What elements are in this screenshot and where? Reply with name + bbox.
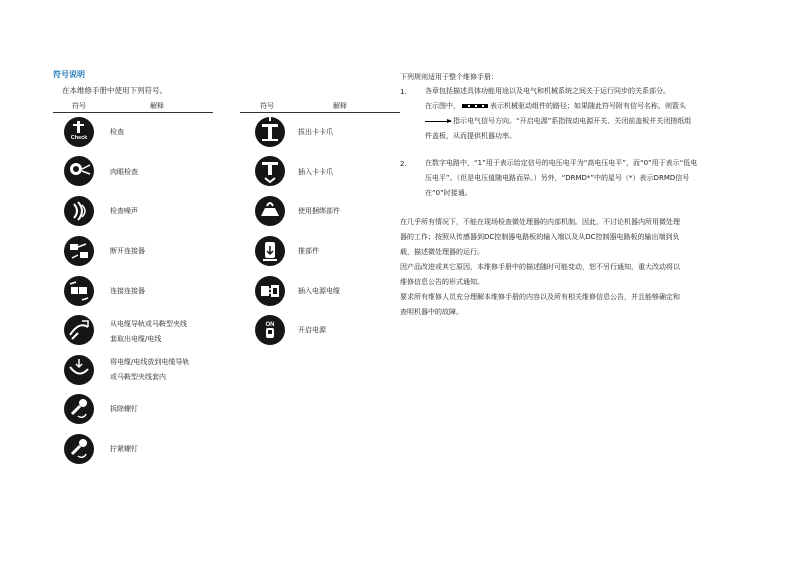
label-disconnect-connector: 断开连接器 [110,247,145,255]
signal-arrow-icon [425,121,451,122]
para-line-7: 查明机器中的故障。 [400,308,463,316]
intro-text: 在本维修手册中使用下列符号。 [62,86,167,95]
tighten-screw-icon [64,434,94,464]
item1-line3 [425,114,691,129]
para-line-5: 维修信息公告的形式通知。 [400,278,484,286]
remove-cable-from-guide-icon [64,315,94,345]
connect-connector-icon [64,276,94,306]
item2-line1: 在数字电路中，“1”用于表示给定信号的电压电平为“高电压电平”，而“0”用于表示“低电 [425,159,698,167]
label-connect-connector: 连接连接器 [110,287,145,295]
label-power-on: 开启电源 [298,326,326,334]
item1-line3-text: 指示电气信号方向。“开启电源”系指按动电源开关、关闭前盖板并关闭搓纸组 [453,117,692,125]
visual-check-icon [64,156,94,186]
noise-check-icon [64,196,94,226]
item1-line2-b: 表示机械驱动组件的路径；如果随此符号附有信号名称，则箭头 [490,102,686,110]
put-cable-into-guide-icon [64,355,94,385]
left-header-meaning: 解释 [150,102,164,110]
item1-line1: 各章包括描述具体功能用途以及电气和机械系统之间关于运行同步的关系部分。 [425,87,670,95]
label-put-cable-into-guide: 将电缆/电线放到电缆导轨 或马鞍型夹线套内 [110,358,190,381]
pull-out-clip-icon [255,117,285,147]
item2-number: 2. [400,160,407,168]
push-part-icon [255,236,285,266]
plug-power-cable-icon [255,276,285,306]
item1-line2 [425,99,686,114]
disconnect-connector-icon [64,236,94,266]
right-header-rule [240,112,400,113]
para-line-4: 因产品改进或其它原因，本维修手册中的描述随时可能变动，恕不另行通知，重大改动将以 [400,263,680,271]
item1-number: 1. [400,88,407,96]
label-push-part: 推部件 [298,247,319,255]
drive-path-symbol-icon [462,104,488,108]
para-line-6: 要求所有维修人员充分理解本维修手册的内容以及所有相关维修信息公告，并且能够确定和 [400,293,680,301]
label-check: 检查 [110,128,124,136]
rules-intro: 下列规则适用于整个维修手册： [400,73,498,81]
remove-screw-icon [64,394,94,424]
label-insert-clip: 插入卡卡爪 [298,168,333,176]
item1-line2-a: 在示图中， [425,102,460,110]
label-remove-screw: 拆除螺钉 [110,405,138,413]
item2-line3: 在“0”时接通。 [425,189,472,197]
check-icon [64,117,94,147]
label-pull-out-clip: 拔出卡卡爪 [298,128,333,136]
power-on-icon [255,315,285,345]
left-header-rule [53,112,213,113]
left-header-symbol: 符号 [72,102,86,110]
right-header-meaning: 解释 [333,102,347,110]
label-noise-check: 检查噪声 [110,207,138,215]
item1-line4: 件盖板，从而提供机器功率。 [425,132,516,140]
label-use-binding-part: 使用捆绑部件 [298,207,340,215]
para-line-3: 载，描述微处理器的运行。 [400,248,484,256]
section-title: 符号说明 [53,70,85,79]
label-tighten-screw: 拧紧螺钉 [110,445,138,453]
label-visual-check: 肉眼检查 [110,168,138,176]
para-line-2: 器的工作；按照从传感器到DC控制器电路板的输入端以及从DC控制器电路板的输出端到负 [400,233,680,241]
insert-clip-icon [255,156,285,186]
para-line-1: 在几乎所有情况下，不能在现场检查微处理器的内部机制。因此，不讨论机器内所用微处理 [400,218,680,226]
right-header-symbol: 符号 [260,102,274,110]
check-icon-text: Check [70,135,88,141]
item2-line2: 压电平”。（但是电压值随电路而异。）另外，“DRMD*”中的星号（*）表示DRMD信号 [425,174,690,182]
label-plug-power-cable: 插入电源电缆 [298,287,340,295]
label-remove-cable-from-guide: 从电缆导轨或马鞍型夹线 套取出电缆/电线 [110,320,187,343]
power-on-icon-text: ON [265,322,275,328]
use-binding-part-icon [255,196,285,226]
